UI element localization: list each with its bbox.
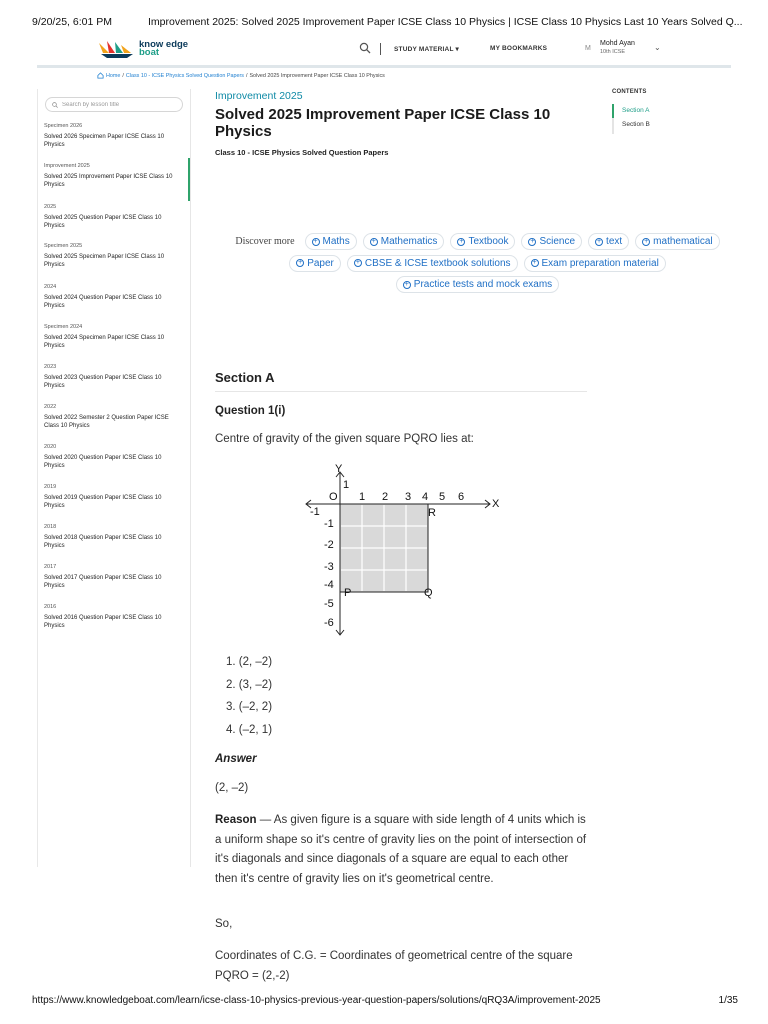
x-tick-label: 3 (405, 491, 412, 503)
section-heading: Section A (215, 370, 275, 385)
chip-label: mathematical (653, 236, 713, 247)
sidebar-item-title: Solved 2026 Specimen Paper ICSE Class 10 Physics (44, 134, 165, 148)
chip-label: Exam preparation material (541, 257, 659, 269)
sidebar-item[interactable] (44, 364, 190, 390)
sidebar-item-group: Improvement 2025 (44, 163, 90, 169)
chip-label: Practice tests and mock exams (413, 279, 553, 290)
sidebar-item-group: 2018 (44, 524, 57, 530)
sidebar-item-group: 2024 (44, 284, 57, 290)
sidebar-item[interactable] (44, 404, 190, 430)
contents-heading: CONTENTS (612, 89, 647, 95)
plus-icon: + (459, 237, 464, 245)
reason-text: — As given figure is a square with side length of 4 units which is a uniform shape so it's centre of gravity lies on the point of intersection of it's diagonals and since diagonals of a square are equal to each other then it's centre of gravity lies on it's geometrical centre. (215, 814, 587, 885)
sidebar-item-title: Solved 2019 Question Paper ICSE Class 10 Physics (44, 495, 162, 509)
plus-icon: + (597, 237, 602, 245)
header-divider-line (37, 65, 731, 68)
chevron-down-icon[interactable]: ⌄ (654, 43, 661, 52)
user-name: Mohd Ayan (600, 40, 635, 47)
answer-value: (2, –2) (215, 782, 249, 794)
sidebar-item-title: Solved 2025 Question Paper ICSE Class 10 Physics (44, 215, 162, 229)
toc-section-b[interactable]: Section B (622, 121, 650, 128)
sidebar-item-title: Solved 2023 Question Paper ICSE Class 10 Physics (44, 375, 162, 389)
breadcrumb-sep: / (122, 72, 124, 79)
discover-more (215, 232, 740, 297)
print-footer (32, 995, 738, 1006)
chip-exam-prep[interactable] (524, 255, 666, 272)
y-tick-label: -4 (324, 579, 334, 591)
x-tick-label: -1 (310, 506, 320, 518)
x-tick-label: 1 (359, 491, 366, 503)
plus-icon: + (298, 259, 303, 266)
sidebar-item-active[interactable] (44, 163, 190, 189)
y-tick-label: 1 (343, 479, 350, 491)
sidebar-item[interactable] (44, 243, 190, 269)
point-r-label: R (428, 507, 436, 519)
site-header (37, 33, 731, 65)
sidebar-item-group: 2022 (44, 404, 57, 410)
header-divider (380, 43, 381, 55)
origin-label: O (329, 491, 338, 503)
plus-icon: + (371, 237, 376, 245)
sidebar-item-title: Solved 2017 Question Paper ICSE Class 10 Physics (44, 575, 162, 589)
plus-icon: + (644, 237, 649, 245)
toc-section-a[interactable]: Section A (622, 107, 650, 114)
y-tick-label: -5 (324, 598, 334, 610)
point-p-label: P (344, 587, 352, 599)
print-title: Improvement 2025: Solved 2025 Improvement Paper ICSE Class 10 Physics | ICSE Class 10 Physics Last 10 Years Solved Q... (148, 16, 743, 28)
y-axis-label: Y (335, 463, 343, 475)
print-page-number: 1/35 (718, 995, 738, 1006)
option-item: 1. (2, –2) (226, 656, 273, 668)
chip-practice-tests[interactable] (396, 276, 559, 293)
sidebar-item-group: 2016 (44, 604, 57, 610)
sidebar-item-group: 2019 (44, 484, 57, 490)
chip-label: Textbook (468, 236, 509, 247)
chip-label: Paper (307, 257, 334, 269)
chip-label: CBSE & ICSE textbook solutions (364, 257, 511, 269)
user-class: 10th ICSE (600, 49, 626, 55)
chip-text[interactable] (588, 233, 629, 250)
answer-label: Answer (215, 753, 257, 765)
breadcrumb-sep: / (245, 72, 248, 79)
sidebar-item[interactable] (44, 524, 190, 550)
breadcrumb-l1[interactable]: Class 10 - ICSE Physics Solved Question Papers (125, 72, 244, 79)
logo[interactable] (97, 39, 188, 59)
chip-textbook[interactable] (450, 233, 515, 250)
chip-mathematical[interactable] (635, 233, 719, 250)
boat-logo-icon (97, 39, 137, 59)
sidebar-item[interactable] (44, 123, 190, 149)
sidebar-item[interactable] (44, 444, 190, 470)
sidebar-item-title: Solved 2020 Question Paper ICSE Class 10 Physics (44, 455, 162, 469)
chip-label: Mathematics (380, 236, 438, 247)
sidebar-search-input[interactable] (62, 102, 172, 108)
option-item: 3. (–2, 2) (226, 701, 273, 713)
sidebar-search[interactable] (45, 97, 183, 112)
page-title: Solved 2025 Improvement Paper ICSE Class 10 Physics (215, 106, 551, 140)
page-subtitle: Class 10 - ICSE Physics Solved Question Papers (215, 148, 389, 157)
breadcrumb (97, 72, 385, 79)
logo-text (139, 38, 189, 58)
search-icon (52, 102, 58, 108)
sidebar-item[interactable] (44, 564, 190, 590)
sidebar-border (37, 89, 38, 867)
sidebar-item-title: Solved 2022 Semester 2 Question Paper ICSE Class 10 Physics (44, 415, 169, 429)
chip-label: Maths (322, 236, 350, 247)
chip-label: Science (539, 236, 576, 247)
x-tick-label: 2 (382, 491, 389, 503)
sidebar-item-title: Solved 2025 Improvement Paper ICSE Class 10 Physics (44, 174, 173, 188)
chip-paper[interactable] (289, 255, 341, 272)
sidebar-item-group: 2020 (44, 444, 57, 450)
square-graph-figure (300, 460, 505, 640)
sidebar-item-title: Solved 2016 Question Paper ICSE Class 10 Physics (44, 615, 162, 629)
chip-label: text (606, 236, 623, 247)
plus-icon: + (313, 237, 318, 245)
logo-line1: know edge (139, 38, 189, 50)
chip-mathematics[interactable] (363, 233, 445, 250)
sidebar-item-group: Specimen 2025 (44, 243, 83, 249)
sidebar-item-group: Specimen 2026 (44, 123, 83, 129)
sidebar-item[interactable] (44, 484, 190, 510)
option-item: 4. (–2, 1) (226, 723, 273, 736)
sidebar-item-group: 2017 (44, 564, 57, 570)
search-icon[interactable] (359, 42, 371, 54)
x-tick-label: 5 (439, 491, 446, 503)
x-tick-label: 4 (422, 491, 429, 503)
x-tick-label: 6 (458, 491, 465, 503)
answer-options (226, 656, 272, 746)
sidebar-item[interactable] (44, 604, 190, 630)
plus-icon: + (530, 237, 535, 245)
question-text: Centre of gravity of the given square PQRO lies at: (215, 433, 474, 445)
discover-label: Discover more (235, 236, 295, 247)
sidebar-item[interactable] (44, 284, 190, 310)
avatar[interactable]: M (585, 45, 591, 52)
toc-active-indicator (612, 104, 614, 118)
chip-science[interactable] (521, 233, 582, 250)
sidebar-item-title: Solved 2024 Question Paper ICSE Class 10 Physics (44, 295, 162, 309)
sidebar-item[interactable] (44, 204, 190, 230)
sidebar-item-title: Solved 2018 Question Paper ICSE Class 10 Physics (44, 535, 162, 549)
print-datetime: 9/20/25, 6:01 PM (32, 16, 112, 28)
chip-textbook-solutions[interactable] (347, 255, 518, 272)
y-tick-label: -3 (324, 561, 334, 573)
user-menu[interactable] (600, 40, 635, 56)
question-heading: Question 1(i) (215, 405, 286, 417)
x-axis-label: X (492, 498, 500, 510)
coords-text: Coordinates of C.G. = Coordinates of geometrical centre of the square PQRO = (2,-2) (215, 950, 573, 982)
plus-icon: + (404, 280, 409, 288)
table-of-contents (612, 89, 722, 132)
home-icon[interactable] (97, 72, 104, 79)
page-kicker: Improvement 2025 (215, 90, 303, 102)
sidebar-item[interactable] (44, 324, 190, 350)
so-text: So, (215, 918, 233, 930)
plus-icon: + (355, 259, 360, 266)
nav-my-bookmarks[interactable]: MY BOOKMARKS (490, 45, 548, 52)
logo-line2: boat (139, 47, 160, 58)
print-url: https://www.knowledgeboat.com/learn/icse-class-10-physics-previous-year-question-papers/solutions/qRQ3A/improvement-2025 (32, 995, 601, 1006)
option-item: 2. (3, –2) (226, 678, 273, 691)
reason-label: Reason (215, 814, 257, 826)
nav-study-material[interactable]: STUDY MATERIAL ▾ (394, 46, 459, 53)
lesson-sidebar (37, 89, 191, 867)
point-q-label: Q (424, 587, 433, 599)
y-tick-label: -6 (324, 617, 334, 629)
breadcrumb-home[interactable]: Home (106, 72, 121, 79)
y-tick-label: -1 (324, 518, 334, 530)
section-divider (215, 391, 587, 392)
breadcrumb-current: Solved 2025 Improvement Paper ICSE Class 10 Physics (249, 72, 385, 79)
sidebar-item-title: Solved 2025 Specimen Paper ICSE Class 10 Physics (44, 254, 165, 268)
sidebar-item-group: Specimen 2024 (44, 324, 83, 330)
sidebar-item-group: 2025 (44, 204, 57, 210)
main-heading (215, 90, 595, 157)
plus-icon: + (532, 259, 537, 266)
y-tick-label: -2 (324, 539, 334, 551)
chip-maths[interactable] (305, 233, 357, 250)
print-header (32, 16, 744, 28)
sidebar-item-group: 2023 (44, 364, 57, 370)
reason-paragraph (215, 811, 593, 889)
sidebar-item-title: Solved 2024 Specimen Paper ICSE Class 10 Physics (44, 335, 165, 349)
